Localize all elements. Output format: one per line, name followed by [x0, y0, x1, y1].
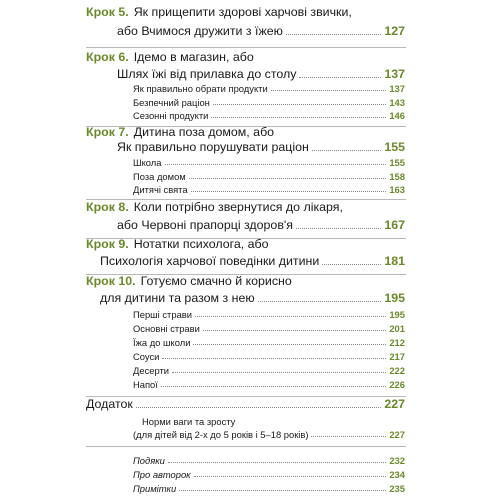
- appendix-item-cont: (для дітей від 2-х до 5 років і 5–18 років): [133, 429, 309, 440]
- page-number: 137: [384, 67, 405, 81]
- step-label: Крок 10.: [86, 274, 136, 288]
- toc-item-label: Перші страви: [133, 309, 193, 320]
- divider: [86, 446, 406, 447]
- toc-item[interactable]: [133, 337, 405, 348]
- chapter-title: Нотатки психолога, або: [133, 237, 269, 251]
- page-number: 167: [384, 218, 405, 232]
- page-number: 195: [389, 309, 405, 320]
- page-number: 137: [389, 83, 405, 94]
- toc-item-label: Як правильно обрати продукти: [133, 83, 268, 94]
- page-number: 226: [389, 379, 405, 390]
- chapter-title: Як прищепити здорові харчові звички,: [133, 5, 352, 19]
- leader-dots: [322, 264, 381, 265]
- toc-item-label: Про авторок: [133, 469, 191, 480]
- toc-item-label: Подяки: [133, 455, 165, 466]
- chapter-title-cont: Психологія харчової поведінки дитини: [100, 254, 320, 268]
- page-number: 127: [384, 24, 405, 38]
- leader-dots: [258, 301, 382, 302]
- leader-dots: [296, 228, 381, 229]
- toc-item-label: Поза домом: [133, 171, 186, 182]
- page-number: 235: [389, 483, 405, 494]
- appendix-item-title[interactable]: Норми ваги та зросту: [142, 416, 236, 427]
- toc-item-label: Напої: [133, 379, 158, 390]
- toc-item[interactable]: [133, 379, 405, 390]
- page-number: 143: [389, 97, 405, 108]
- page-number: 234: [389, 469, 405, 480]
- toc-item[interactable]: [133, 469, 405, 480]
- page-number: 181: [384, 254, 405, 268]
- page-number: 158: [389, 171, 405, 182]
- page-number: 155: [384, 140, 405, 154]
- leader-dots: [299, 77, 381, 78]
- toc-chapter-5-title[interactable]: [86, 5, 416, 19]
- toc-item-label: Соуси: [133, 351, 160, 362]
- page-number: 217: [389, 351, 405, 362]
- leader-dots: [195, 316, 386, 317]
- toc-item[interactable]: [133, 309, 405, 320]
- leader-dots: [168, 462, 387, 463]
- page-number: 146: [389, 110, 405, 121]
- toc-item-label: Їжа до школи: [133, 337, 191, 348]
- step-label: Крок 8.: [86, 200, 129, 214]
- page-number: 227: [384, 397, 405, 411]
- toc-item[interactable]: [133, 171, 405, 182]
- toc-chapter-8[interactable]: [117, 218, 405, 232]
- toc-appendix[interactable]: [86, 397, 405, 411]
- toc-item[interactable]: [133, 351, 405, 362]
- chapter-title: Ідемо в магазин, або: [133, 50, 254, 64]
- toc-item[interactable]: [133, 455, 405, 466]
- chapter-title: Дитина поза домом, або: [133, 125, 275, 139]
- chapter-title-cont: Шлях їжі від прилавка до столу: [117, 67, 297, 81]
- leader-dots: [194, 476, 387, 477]
- toc-item[interactable]: [133, 110, 405, 121]
- page-number: 163: [389, 184, 405, 195]
- chapter-title-cont: Як правильно порушувати раціон: [117, 140, 309, 154]
- leader-dots: [136, 407, 381, 408]
- toc-chapter-9-title[interactable]: [86, 237, 386, 251]
- toc-item[interactable]: [133, 365, 405, 376]
- toc-chapter-5[interactable]: [117, 24, 405, 38]
- leader-dots: [191, 191, 387, 192]
- leader-dots: [193, 344, 386, 345]
- step-label: Крок 6.: [86, 50, 129, 64]
- chapter-title-cont: або Червоні прапорці здоров'я: [117, 218, 293, 232]
- leader-dots: [165, 164, 387, 165]
- leader-dots: [161, 386, 386, 387]
- step-label: Крок 5.: [86, 5, 129, 19]
- leader-dots: [189, 178, 387, 179]
- leader-dots: [312, 150, 381, 151]
- toc-item-label: Дитячі свята: [133, 184, 188, 195]
- page-number: 195: [384, 291, 405, 305]
- leader-dots: [213, 104, 386, 105]
- page-number: 155: [389, 157, 405, 168]
- leader-dots: [179, 490, 386, 491]
- toc-item[interactable]: [133, 97, 405, 108]
- toc-chapter-10-title[interactable]: [86, 274, 386, 288]
- chapter-title-cont: для дитини та разом з нею: [100, 291, 255, 305]
- leader-dots: [172, 372, 386, 373]
- toc-appendix-item[interactable]: [133, 429, 405, 440]
- chapter-title: Коли потрібно звернутися до лікаря,: [133, 200, 343, 214]
- toc-item-label: Сезонні продукти: [133, 110, 209, 121]
- page-number: 222: [389, 365, 405, 376]
- toc-chapter-8-title[interactable]: [86, 200, 406, 214]
- toc-chapter-6[interactable]: [117, 67, 405, 81]
- leader-dots: [203, 330, 387, 331]
- toc-item-label: Примітки: [133, 483, 177, 494]
- toc-item[interactable]: [133, 83, 405, 94]
- leader-dots: [211, 117, 386, 118]
- leader-dots: [271, 90, 387, 91]
- toc-chapter-10[interactable]: [100, 291, 405, 305]
- divider: [86, 47, 406, 48]
- toc-chapter-7-title[interactable]: [86, 125, 386, 139]
- toc-item-label: Основні страви: [133, 323, 200, 334]
- page-number: 232: [389, 455, 405, 466]
- page-number: 201: [389, 323, 405, 334]
- step-label: Крок 7.: [86, 125, 129, 139]
- toc-chapter-6-title[interactable]: [86, 50, 386, 64]
- appendix-title: Додаток: [86, 397, 133, 411]
- toc-item-label: Десерти: [133, 365, 170, 376]
- toc-item[interactable]: [133, 157, 405, 168]
- step-label: Крок 9.: [86, 237, 129, 251]
- toc-chapter-9[interactable]: [100, 254, 405, 268]
- chapter-title-cont: або Вчимося дружити з їжею: [117, 24, 283, 38]
- toc-item-label: Безпечний раціон: [133, 97, 210, 108]
- toc-chapter-7[interactable]: [117, 140, 405, 154]
- leader-dots: [311, 436, 386, 437]
- page-number: 227: [389, 429, 405, 440]
- toc-item-label: Школа: [133, 157, 162, 168]
- page-number: 212: [389, 337, 405, 348]
- leader-dots: [162, 358, 386, 359]
- toc-item[interactable]: [133, 323, 405, 334]
- leader-dots: [286, 34, 381, 35]
- chapter-title: Готуємо смачно й корисно: [140, 274, 292, 288]
- toc-item[interactable]: [133, 184, 405, 195]
- toc-item[interactable]: [133, 483, 405, 494]
